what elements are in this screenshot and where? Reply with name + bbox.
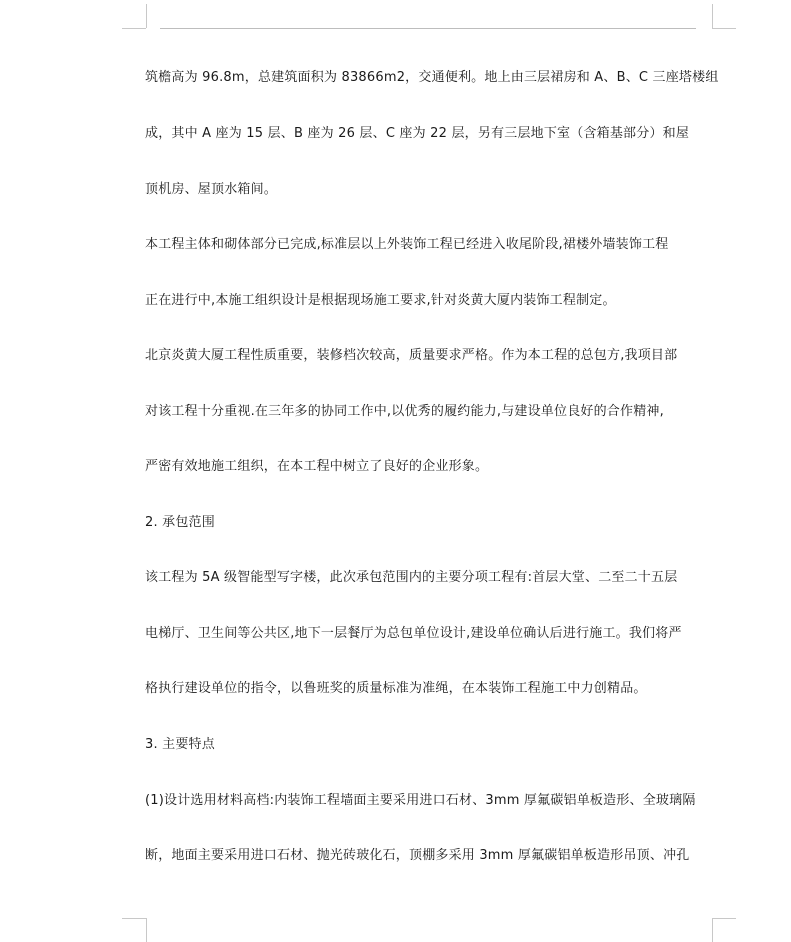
text-line: 断，地面主要采用进口石材、抛光砖玻化石，顶棚多采用 3mm 厚氟碳铝单板造形吊顶、冲孔 <box>145 848 690 863</box>
text-line: (1)设计选用材料高档:内装饰工程墙面主要采用进口石材、3mm 厚氟碳铝单板造形、全玻璃隔 <box>145 793 696 808</box>
header-rule <box>160 28 696 29</box>
text-line: 顶机房、屋顶水箱间。 <box>145 182 278 197</box>
text-line: 格执行建设单位的指令，以鲁班奖的质量标准为准绳，在本装饰工程施工中力创精品。 <box>145 681 647 696</box>
text-line: 本工程主体和砌体部分已完成,标准层以上外装饰工程已经进入收尾阶段,裙楼外墙装饰工程 <box>145 237 669 252</box>
text-line: 正在进行中,本施工组织设计是根据现场施工要求,针对炎黄大厦内装饰工程制定。 <box>145 293 616 308</box>
text-line: 对该工程十分重视.在三年多的协同工作中,以优秀的履约能力,与建设单位良好的合作精神, <box>145 404 664 419</box>
text-line: 该工程为 5A 级智能型写字楼，此次承包范围内的主要分项工程有:首层大堂、二至二十五层 <box>145 570 678 585</box>
text-line: 成，其中 A 座为 15 层、B 座为 26 层、C 座为 22 层，另有三层地下室（含箱基部分）和屋 <box>145 126 690 141</box>
text-line: 电梯厅、卫生间等公共区,地下一层餐厅为总包单位设计,建设单位确认后进行施工。我们将严 <box>145 626 682 641</box>
text-line: 北京炎黄大厦工程性质重要，装修档次较高，质量要求严格。作为本工程的总包方,我项目部 <box>145 348 678 363</box>
text-line: 筑檐高为 96.8m，总建筑面积为 83866m2，交通便利。地上由三层裙房和 A、B、C 三座塔楼组 <box>145 70 719 85</box>
section-heading: 3. 主要特点 <box>145 737 215 752</box>
text-line: 严密有效地施工组织，在本工程中树立了良好的企业形象。 <box>145 459 489 474</box>
section-heading: 2. 承包范围 <box>145 515 215 530</box>
